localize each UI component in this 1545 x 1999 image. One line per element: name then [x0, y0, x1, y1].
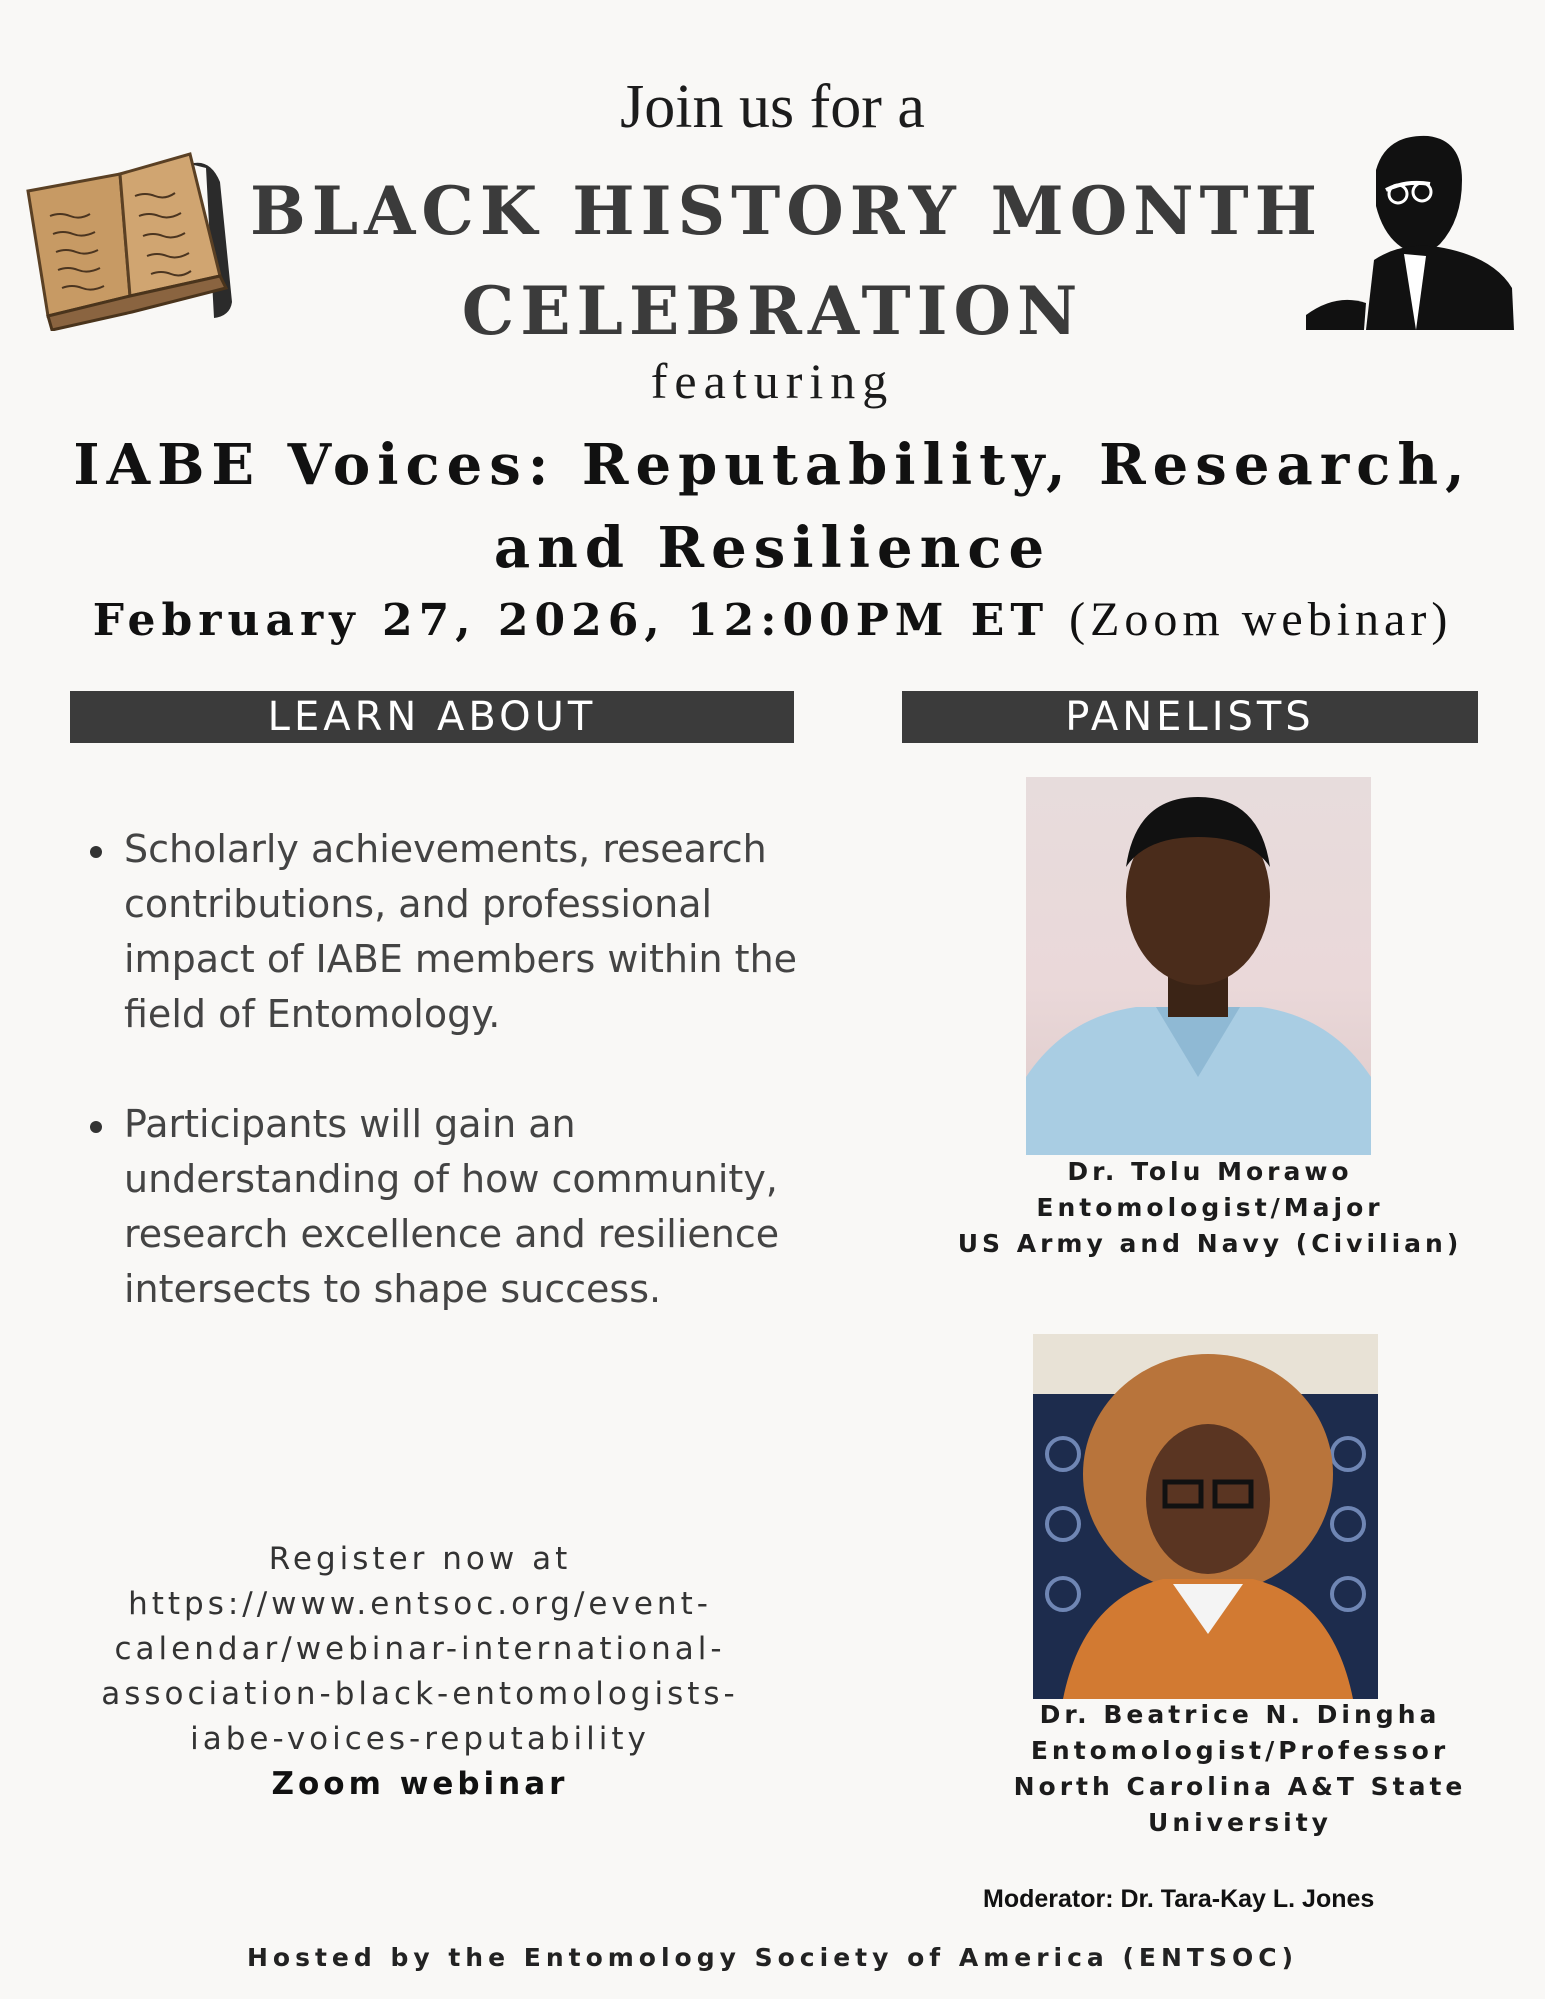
register-label: Register now at: [268, 1541, 572, 1577]
panelist-name: Dr. Tolu Morawo: [1067, 1157, 1353, 1186]
panelists-heading: PANELISTS: [902, 691, 1478, 743]
panelist-org: US Army and Navy (Civilian): [957, 1229, 1463, 1258]
panelist-caption: [930, 1154, 1490, 1262]
session-title-line2: and Resilience: [493, 515, 1052, 581]
list-item: [90, 1097, 850, 1317]
hosted-by-text: Hosted by the Entomology Society of America (ENTSOC): [246, 1943, 1299, 1972]
panelist-photo: [1026, 777, 1371, 1155]
panelist-caption: [960, 1697, 1520, 1841]
event-title-line1: BLACK HISTORY MONTH: [249, 172, 1324, 250]
panelist-name: Dr. Beatrice N. Dingha: [1039, 1700, 1441, 1729]
event-dateline: [0, 592, 1545, 647]
list-item-text: Participants will gain an understanding of how community, research excellence and resilience intersects to shape success.: [124, 1102, 780, 1311]
event-format: (Zoom webinar): [1069, 593, 1453, 646]
learn-about-list: [90, 822, 850, 1372]
session-title-line1: IABE Voices: Reputability, Research,: [73, 432, 1472, 498]
panelist-portrait-icon: [1033, 1334, 1378, 1699]
register-url-line[interactable]: iabe-voices-reputability: [190, 1721, 650, 1757]
event-title-line2: CELEBRATION: [461, 272, 1084, 350]
list-item-text: Scholarly achievements, research contributions, and professional impact of IABE members within the field of Entomology.: [124, 827, 798, 1036]
register-url-line[interactable]: calendar/webinar-international-: [114, 1631, 726, 1667]
register-url-line[interactable]: association-black-entomologists-: [101, 1676, 739, 1712]
panelist-portrait-icon: [1026, 777, 1371, 1155]
panelist-org: University: [1148, 1808, 1332, 1837]
panelist-title: Entomologist/Major: [1036, 1193, 1384, 1222]
panelist-photo: [1033, 1334, 1378, 1699]
bullet-icon: [90, 846, 102, 858]
panelist-org: North Carolina A&T State: [1013, 1772, 1467, 1801]
registration-block: [60, 1537, 780, 1807]
featuring-text: featuring: [650, 353, 895, 409]
event-date-time: February 27, 2026, 12:00PM ET: [92, 595, 1050, 646]
intro-text: Join us for a: [620, 73, 925, 141]
learn-about-heading: LEARN ABOUT: [70, 691, 794, 743]
panelist-title: Entomologist/Professor: [1030, 1736, 1450, 1765]
register-format: Zoom webinar: [271, 1766, 569, 1802]
register-url-line[interactable]: https://www.entsoc.org/event-: [128, 1586, 712, 1622]
moderator-text: Moderator: Dr. Tara-Kay L. Jones: [983, 1885, 1375, 1913]
list-item: [90, 822, 850, 1042]
bullet-icon: [90, 1121, 102, 1133]
